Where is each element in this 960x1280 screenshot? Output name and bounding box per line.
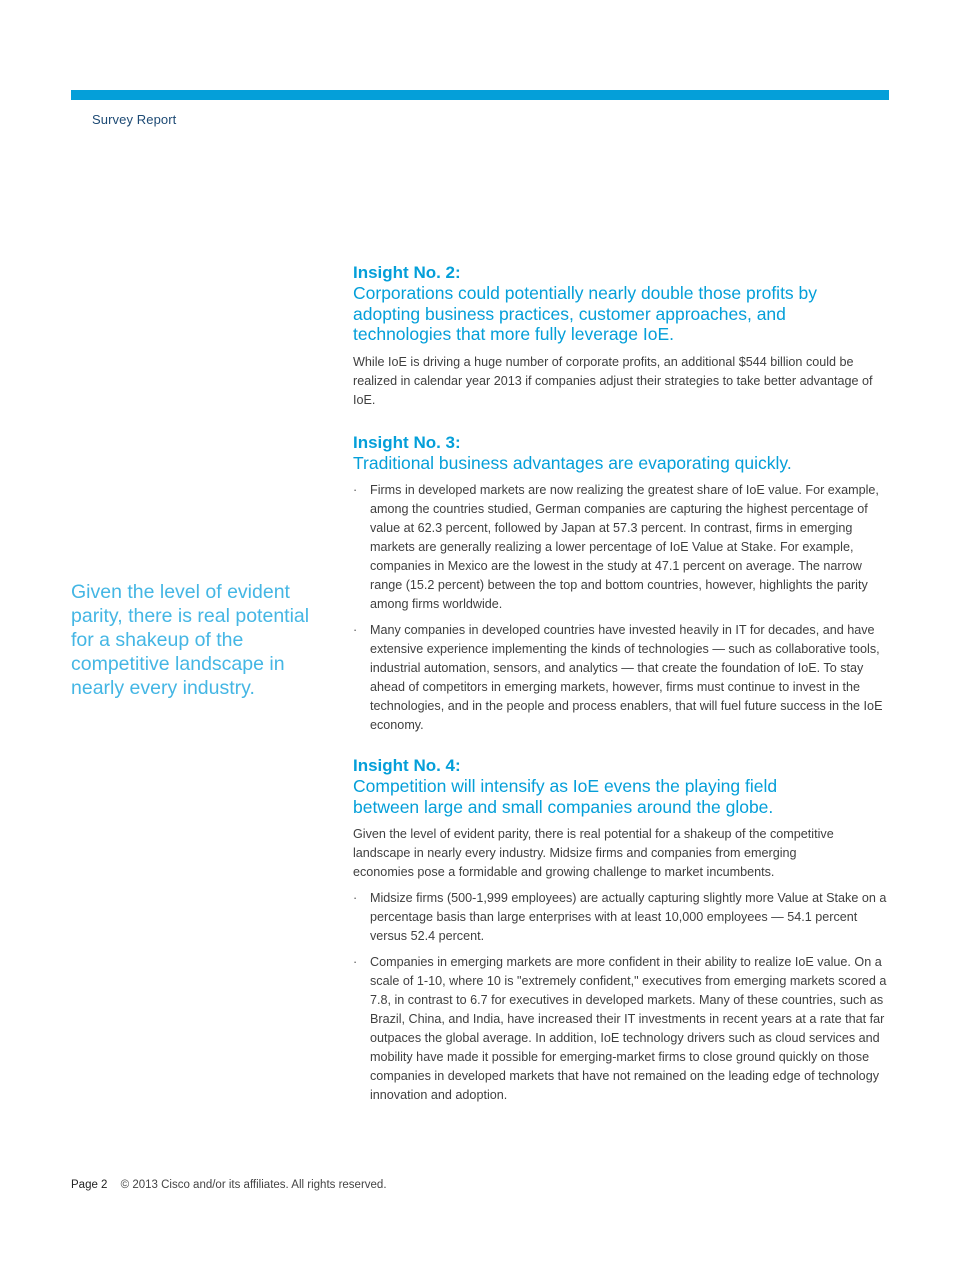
insight-2-headline: Corporations could potentially nearly double those profits by adopting business practices, customer approaches, and technologies that more fully leverage IoE. — [353, 283, 818, 344]
insight-4-body: Given the level of evident parity, there is real potential for a shakeup of the competitive landscape in nearly every industry. Midsize firms and companies from emerging economies pose a formidable and growing challenge to market incumbents. — [353, 827, 834, 879]
insight-4-headline: Competition will intensify as IoE evens the playing field between large and small companies around the globe. — [353, 776, 778, 817]
bullet-icon: · — [353, 955, 358, 969]
insight-3-bullet-list — [353, 481, 893, 735]
header-accent-bar — [71, 90, 889, 100]
page-number: Page 2 — [71, 1179, 108, 1191]
bullet-text: Many companies in developed countries have invested heavily in IT for decades, and have extensive experience implementing the kinds of technologies — such as collaborative tools, industrial automation, sensors, and analytics — that create the foundation of IoE. To stay ahead of competitors in emerging markets, however, firms must continue to invest in the technologies, and in the people and process enablers, that will fuel future success in the IoE economy. — [370, 623, 883, 732]
main-column — [353, 262, 893, 1105]
bullet-icon: · — [353, 623, 358, 637]
list-item — [353, 621, 893, 735]
list-item — [353, 953, 893, 1105]
bullet-text: Firms in developed markets are now realizing the greatest share of IoE value. For example, among the countries studied, German companies are capturing the highest percentage of value at 62.3 percent, followed by Japan at 57.3 percent. In contrast, firms in emerging markets are generally realizing a lower percentage of IoE Value at Stake. For example, companies in Mexico are the lowest in the study at 47.1 percent on average. The narrow range (15.2 percent) between the top and bottom countries, however, highlights the parity among firms worldwide. — [370, 483, 879, 611]
insight-2-number: Insight No. 2: — [353, 263, 461, 282]
list-item — [353, 889, 893, 946]
insight-3-number: Insight No. 3: — [353, 432, 461, 452]
insight-4-number: Insight No. 4: — [353, 756, 461, 775]
insight-3-headline: Traditional business advantages are evaporating quickly. — [353, 452, 792, 473]
bullet-icon: · — [353, 891, 358, 905]
insight-4-section — [353, 755, 893, 1105]
report-type-label: Survey Report — [92, 112, 177, 127]
bullet-icon: · — [353, 483, 358, 497]
list-item — [353, 481, 893, 614]
page-footer — [71, 1179, 387, 1191]
bullet-text: Midsize firms (500-1,999 employees) are actually capturing slightly more Value at Stake on a percentage basis than large enterprises with at least 10,000 employees — 54.1 percent versus 52.4 percent. — [370, 891, 887, 943]
pull-quote: Given the level of evident parity, there is real potential for a shakeup of the competitive landscape in nearly every industry. — [71, 581, 310, 699]
insight-3-section — [353, 432, 893, 736]
insight-2-section — [353, 262, 893, 410]
bullet-text: Companies in emerging markets are more confident in their ability to realize IoE value. On a scale of 1-10, where 10 is "extremely confident," executives from emerging markets scored a 7.8, in contrast to 6.7 for executives in developed markets. Many of these countries, such as Brazil, China, and India, have increased their IT investments in recent years at a rate that far outpaces the global average. In addition, IoE technology drivers such as cloud services and mobility have made it possible for emerging-market firms to close ground quickly on those companies in developed markets that have not remained on the leading edge of technology innovation and adoption. — [370, 955, 887, 1102]
insight-4-bullet-list — [353, 889, 893, 1105]
copyright-notice: © 2013 Cisco and/or its affiliates. All rights reserved. — [120, 1179, 387, 1191]
insight-2-body: While IoE is driving a huge number of corporate profits, an additional $544 billion could be realized in calendar year 2013 if companies adjust their strategies to take better advantage of IoE. — [353, 354, 873, 407]
